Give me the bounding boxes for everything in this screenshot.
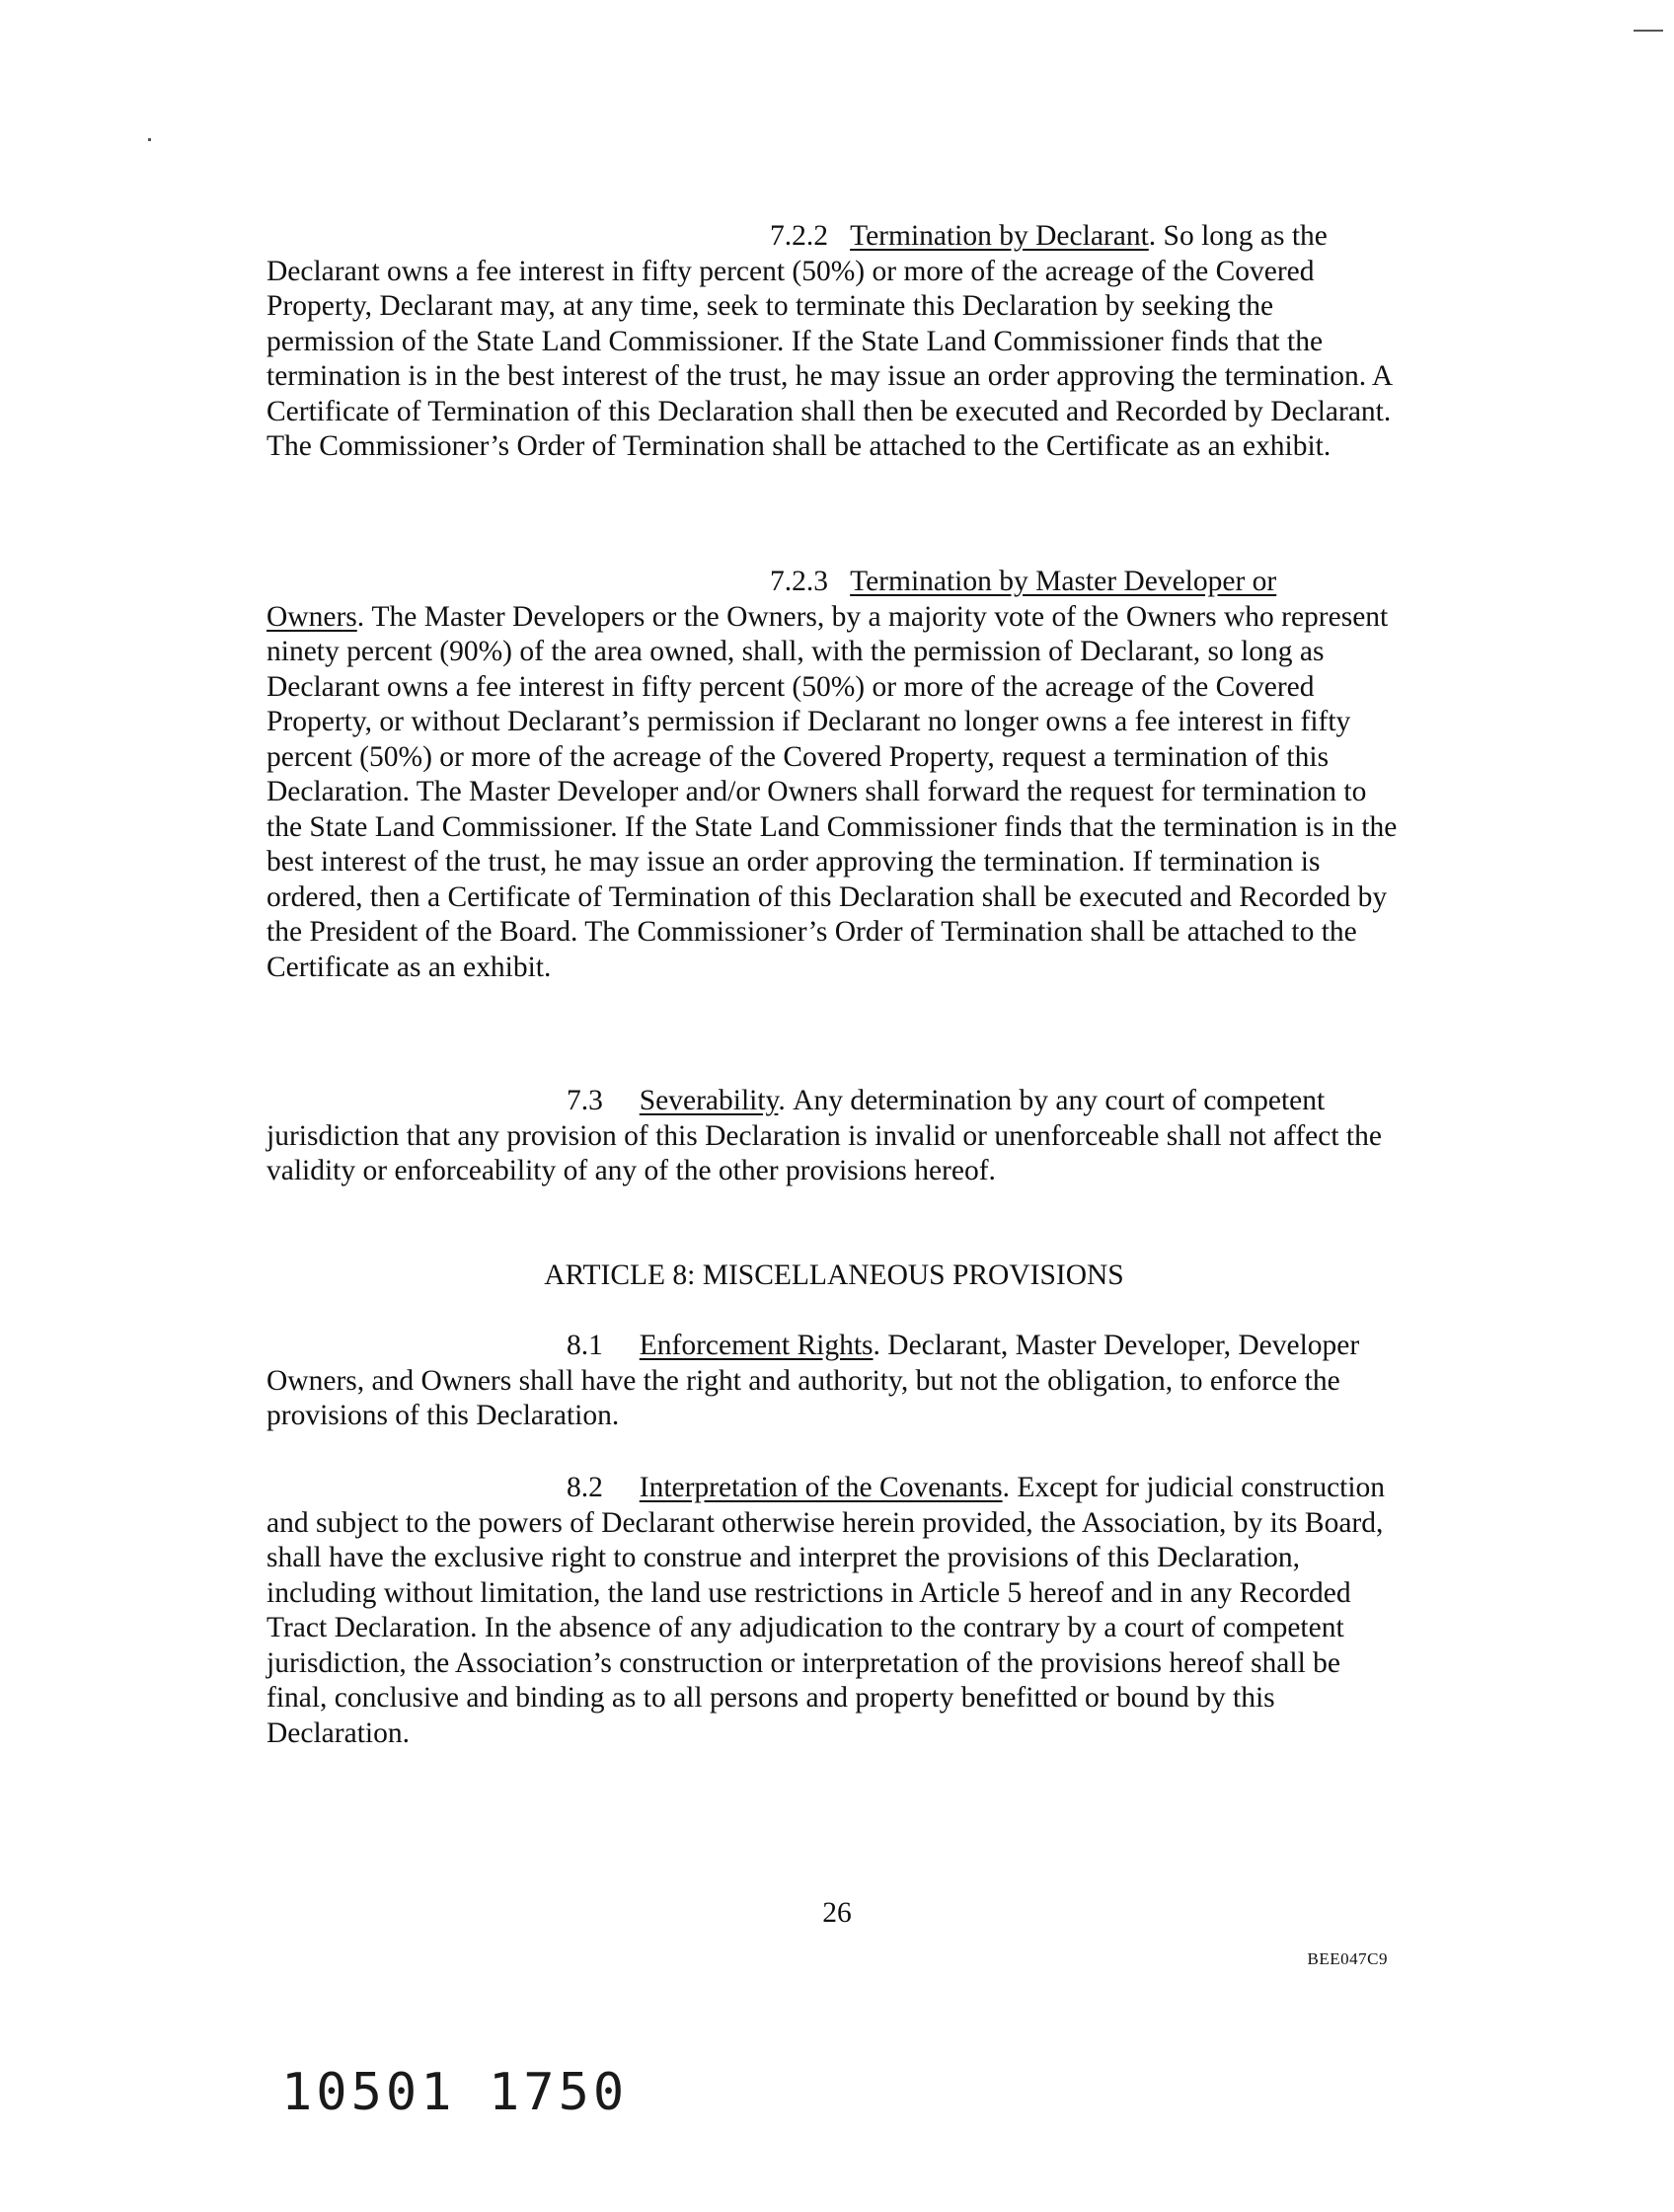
section-body: Except for judicial construction and subject to the powers of Declarant otherwise herein provided, the Association, by its Board, shall have the exclusive right to construe and interpret the provisions of this Declaration, including without limitation, the land use restrictions in Article 5 hereof and in any Recorded Tract Declaration. In the absence of any adjudication to the contrary by a court of competent jurisdiction, the Association’s construction or interpretation of the provisions hereof shall be final, conclusive and binding as to all persons and property benefitted or bound by this Declaration.	[266, 1472, 1386, 1749]
section-8-2: 8.2 Interpretation of the Covenants. Except for judicial construction and subject to the powers of Declarant otherwise herein provided, the Association, by its Board, shall have the exclusive right to construe and interpret the provisions of this Declaration, including without limitation, the land use restrictions in Article 5 hereof and in any Recorded Tract Declaration. In the absence of any adjudication to the contrary by a court of competent jurisdiction, the Association’s construction or interpretation of the provisions hereof shall be final, conclusive and binding as to all persons and property benefitted or bound by this Declaration.	[266, 1472, 1386, 1749]
section-number: 7.2.2	[770, 220, 828, 252]
section-heading: Enforcement Rights	[639, 1330, 874, 1361]
section-7-2-3: 7.2.3 Termination by Master Developer or Owners. The Master Developers or the Owners, by a majority vote of the Owners who represent ninety percent (90%) of the area owned, shall, with the permission of Declarant, so long as Declarant owns a fee interest in fifty percent (50%) or more of the acreage of the Covered Property, or without Declarant’s permission if Declarant no longer owns a fee interest in fifty percent (50%) or more of the acreage of the Covered Property, request a termination of this Declaration. The Master Developer and/or Owners shall forward the request for termination to the State Land Commissioner. If the State Land Commissioner finds that the termination is in the best interest of the trust, he may issue an order approving the termination. If termination is ordered, then a Certificate of Termination of this Declaration shall be executed and Recorded by the President of the Board. The Commissioner’s Order of Termination shall be attached to the Certificate as an exhibit.	[266, 566, 1398, 983]
section-8-1: 8.1 Enforcement Rights. Declarant, Master Developer, Developer Owners, and Owners shall have the right and authority, but not the obligation, to enforce the provisions of this Declaration.	[266, 1330, 1360, 1431]
section-heading: Termination by Declarant	[850, 220, 1149, 252]
section-number: 7.3	[567, 1085, 603, 1116]
section-heading: Termination by Master Developer or Owners	[266, 566, 1277, 633]
section-number: 8.2	[567, 1472, 603, 1503]
recording-stamp-book: 10501	[281, 2063, 456, 2122]
section-heading: Interpretation of the Covenants	[639, 1472, 1003, 1503]
section-7-2-2: 7.2.2 Termination by Declarant. So long as the Declarant owns a fee interest in fifty percent (50%) or more of the acreage of the Covered Property, Declarant may, at any time, seek to terminate this Declaration by seeking the permission of the State Land Commissioner. If the State Land Commissioner finds that the termination is in the best interest of the trust, he may issue an order approving the termination. A Certificate of Termination of this Declaration shall then be executed and Recorded by Declarant. The Commissioner’s Order of Termination shall be attached to the Certificate as an exhibit.	[266, 220, 1392, 462]
scan-speck	[1634, 30, 1663, 32]
section-heading: Severability	[639, 1085, 779, 1116]
article-heading: ARTICLE 8: MISCELLANEOUS PROVISIONS	[544, 1259, 1124, 1291]
section-number: 8.1	[567, 1330, 603, 1361]
recording-stamp-page: 1750	[489, 2063, 629, 2122]
section-body: The Master Developers or the Owners, by a majority vote of the Owners who represent ninety percent (90%) of the area owned, shall, with the permission of Declarant, so long as Declarant owns a fee interest in fifty percent (50%) or more of the acreage of the Covered Property, or without Declarant’s permission if Declarant no longer owns a fee interest in fifty percent (50%) or more of the acreage of the Covered Property, request a termination of this Declaration. The Master Developer and/or Owners shall forward the request for termination to the State Land Commissioner. If the State Land Commissioner finds that the termination is in the best interest of the trust, he may issue an order approving the termination. If termination is ordered, then a Certificate of Termination of this Declaration shall be executed and Recorded by the President of the Board. The Commissioner’s Order of Termination shall be attached to the Certificate as an exhibit.	[266, 600, 1398, 983]
document-code: BEE047C9	[1307, 1949, 1388, 1968]
section-body: Declarant, Master Developer, Developer Owners, and Owners shall have the right and authority, but not the obligation, to enforce the provisions of this Declaration.	[266, 1330, 1360, 1431]
page-number: 26	[822, 1897, 852, 1929]
section-body: Any determination by any court of competent jurisdiction that any provision of this Declaration is invalid or unenforceable shall not affect the validity or enforceability of any of the other provisions hereof.	[266, 1085, 1382, 1186]
section-7-3: 7.3 Severability. Any determination by any court of competent jurisdiction that any provision of this Declaration is invalid or unenforceable shall not affect the validity or enforceability of any of the other provisions hereof.	[266, 1085, 1382, 1186]
section-number: 7.2.3	[770, 566, 828, 597]
section-body: So long as the Declarant owns a fee interest in fifty percent (50%) or more of the acreage of the Covered Property, Declarant may, at any time, seek to terminate this Declaration by seeking the permission of the State Land Commissioner. If the State Land Commissioner finds that the termination is in the best interest of the trust, he may issue an order approving the termination. A Certificate of Termination of this Declaration shall then be executed and Recorded by Declarant. The Commissioner’s Order of Termination shall be attached to the Certificate as an exhibit.	[266, 220, 1392, 462]
scan-speck	[148, 138, 151, 141]
